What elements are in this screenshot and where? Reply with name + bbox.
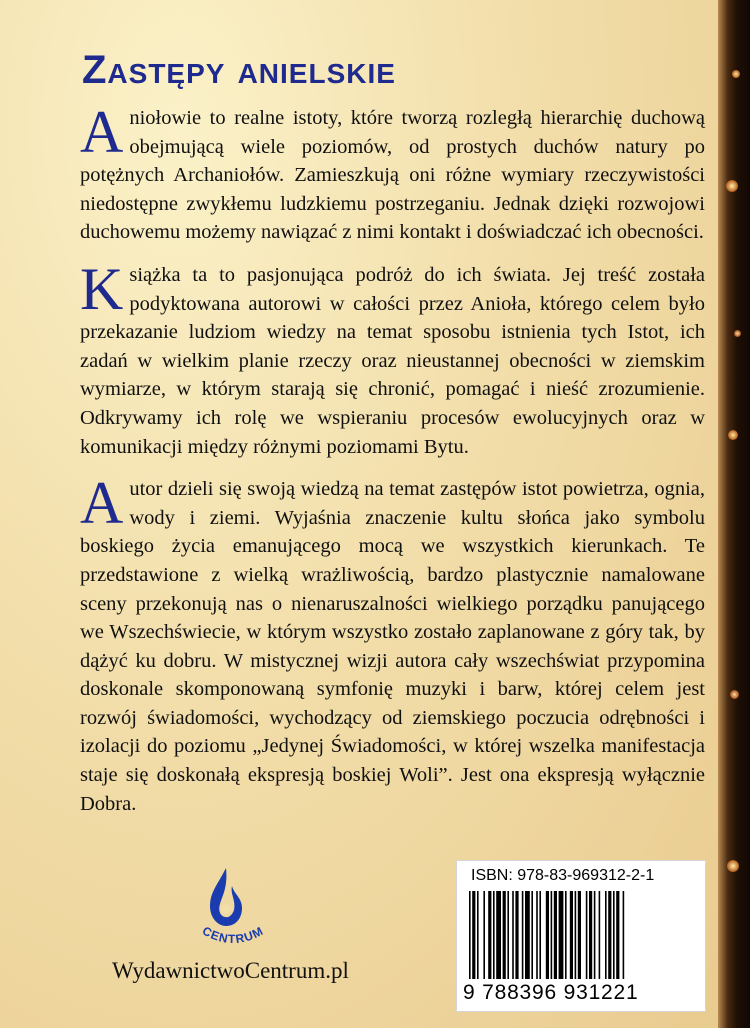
barcode-bar	[594, 891, 596, 979]
barcode-bar	[536, 891, 538, 979]
barcode-bar	[512, 891, 514, 979]
barcode-bar	[507, 891, 509, 979]
barcode-bar	[477, 891, 479, 979]
barcode-bar	[565, 891, 567, 979]
barcode-bar	[522, 891, 524, 979]
light-spark	[734, 330, 741, 337]
paragraph-1	[80, 99, 705, 247]
barcode	[469, 891, 693, 983]
barcode-bar	[539, 891, 541, 979]
blurb-text	[80, 99, 705, 832]
barcode-bar	[589, 891, 592, 979]
light-spark	[727, 860, 739, 872]
barcode-bar	[488, 891, 491, 979]
paragraph-text: siążka ta to pasjonująca podróż do ich świata. Jej treść została podyktowana autorowi w całości przez Anioła, którego celem było przekazanie ludziom wiedzy na temat sposobu istnienia tych Istot, ich zadań w wielkim planie rzeczy oraz nieustannej obecności w ziemskim wymiarze, w którym starają się chronić, pomagać i nieść zrozumienie. Odkrywamy ich rolę we wspieraniu procesów ewolucyjnych oraz w komunikacji między różnymi poziomami Bytu.	[80, 263, 705, 458]
light-spark	[728, 430, 738, 440]
light-spark	[732, 70, 740, 78]
drop-cap: K	[80, 255, 124, 322]
barcode-bar	[493, 891, 495, 979]
paragraph-3	[80, 470, 705, 818]
light-spark	[730, 690, 739, 699]
barcode-bar	[483, 891, 485, 979]
isbn-label: ISBN: 978-83-969312-2-1	[471, 867, 655, 884]
barcode-bar	[531, 891, 533, 979]
barcode-bar	[469, 891, 471, 979]
logo-text: CENTRUM	[199, 923, 267, 947]
barcode-bar	[570, 891, 573, 979]
svg-text:CENTRUM	[200, 924, 266, 946]
barcode-box	[456, 860, 706, 1012]
paragraph-2	[80, 255, 705, 461]
barcode-bar	[578, 891, 581, 979]
book-title: Zastępy anielskie	[82, 48, 396, 92]
spine-edge	[718, 0, 750, 1028]
barcode-bar	[559, 891, 564, 979]
flame-drop-icon	[210, 868, 242, 926]
drop-cap: A	[80, 470, 124, 537]
publisher-name: WydawnictwoCentrum.pl	[112, 958, 349, 983]
barcode-digits: 9 788396 931221	[463, 981, 639, 1004]
publisher-logo	[178, 862, 288, 962]
barcode-bar	[525, 891, 530, 979]
paragraph-text: niołowie to realne istoty, które tworzą rozległą hierarchię duchową obejmującą wiele poziomów, od prostych duchów natury po potężnych Archaniołów. Zamieszkują oni różne wymiary rzeczywistości niedostępne zwykłemu ludzkiemu postrzeganiu. Jednak dzięki rozwojowi duchowemu możemy nawiązać z nimi kontakt i doświadczać ich obecności.	[80, 107, 705, 244]
barcode-bar	[515, 891, 518, 979]
drop-cap: A	[80, 99, 124, 165]
barcode-bar	[605, 891, 607, 979]
barcode-bar	[546, 891, 549, 979]
barcode-bar	[613, 891, 615, 979]
barcode-bar	[616, 891, 619, 979]
barcode-bar	[554, 891, 557, 979]
barcode-bar	[608, 891, 611, 979]
barcode-bar	[586, 891, 588, 979]
barcode-bar	[551, 891, 553, 979]
barcode-bar	[599, 891, 601, 979]
barcode-bar	[623, 891, 625, 979]
barcode-bar	[472, 891, 475, 979]
paragraph-text: utor dzieli się swoją wiedzą na temat zastępów istot powietrza, ognia, wody i ziemi. Wyjaśnia znaczenie kultu słońca jako symbolu boskiego życia emanującego mocą we wszystkich kierunkach. Te przedstawione z wielką wrażliwością, bardzo plastycznie namalowane sceny przekonują nas o nienaruszalności wielkiego porządku panującego we Wszechświecie, w którym wszystko zostało zaplanowane z góry tak, by dążyć ku dobru. W mistycznej wizji autora cały wszechświat przypomina doskonale skomponowaną symfonię muzyki i barw, której celem jest rozwój świadomości, wychodzący od ziemskiego poczucia odrębności i izolacji do poziomu „Jedynej Świadomości, w której wszelka manifestacja staje się doskonałą ekspresją boskiej Woli”. Jest ona ekspresją wyłącznie Dobra.	[80, 478, 705, 815]
barcode-bar	[496, 891, 501, 979]
barcode-bar	[503, 891, 506, 979]
light-spark	[726, 180, 738, 192]
barcode-bar	[575, 891, 577, 979]
